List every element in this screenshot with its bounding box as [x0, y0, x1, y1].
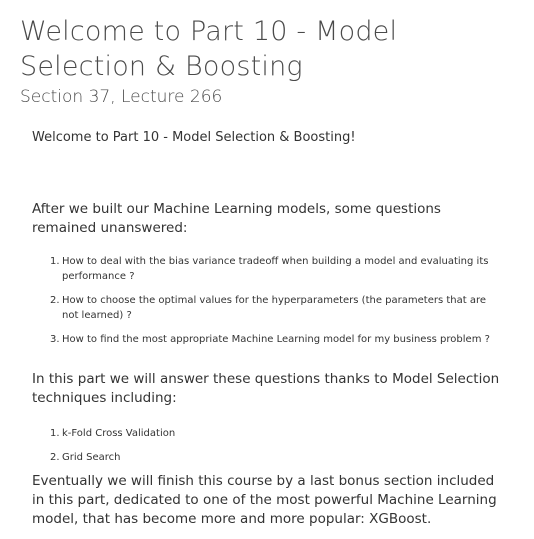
list-item	[50, 332, 498, 347]
list-item-text: Grid Search	[62, 452, 121, 463]
paragraph-conclusion: Eventually we will finish this course by a last bonus section included in this part, dedicated to one of the most powerful Machine Learning model, that has become more and more popular: XGBoost.	[32, 473, 497, 527]
lecture-subtitle: Section 37, Lecture 266	[20, 87, 223, 107]
list-item-text: k-Fold Cross Validation	[62, 428, 176, 439]
list-item-number: 1.	[50, 428, 60, 439]
list-item-number: 3.	[50, 334, 60, 345]
list-item-number: 2.	[50, 295, 60, 306]
paragraph-questions-intro: After we built our Machine Learning models, some questions remained unanswered:	[32, 201, 441, 236]
questions-list	[50, 254, 498, 356]
list-item	[50, 254, 498, 284]
techniques-list	[50, 426, 498, 474]
paragraph-techniques-intro: In this part we will answer these questions thanks to Model Selection techniques including:	[32, 371, 500, 406]
list-item-text: How to find the most appropriate Machine Learning model for my business problem ?	[62, 334, 490, 345]
list-item-text: How to deal with the bias variance tradeoff when building a model and evaluating its performance ?	[62, 256, 489, 282]
list-item	[50, 450, 498, 465]
list-item-number: 1.	[50, 256, 60, 267]
intro-text: Welcome to Part 10 - Model Selection & Boosting!	[32, 130, 356, 145]
list-item-number: 2.	[50, 452, 60, 463]
list-item	[50, 293, 498, 323]
lecture-content	[32, 128, 512, 527]
lecture-title: Welcome to Part 10 - Model Selection & Boosting	[20, 16, 398, 82]
list-item-text: How to choose the optimal values for the hyperparameters (the parameters that are not learned) ?	[62, 295, 487, 321]
list-item	[50, 426, 498, 441]
